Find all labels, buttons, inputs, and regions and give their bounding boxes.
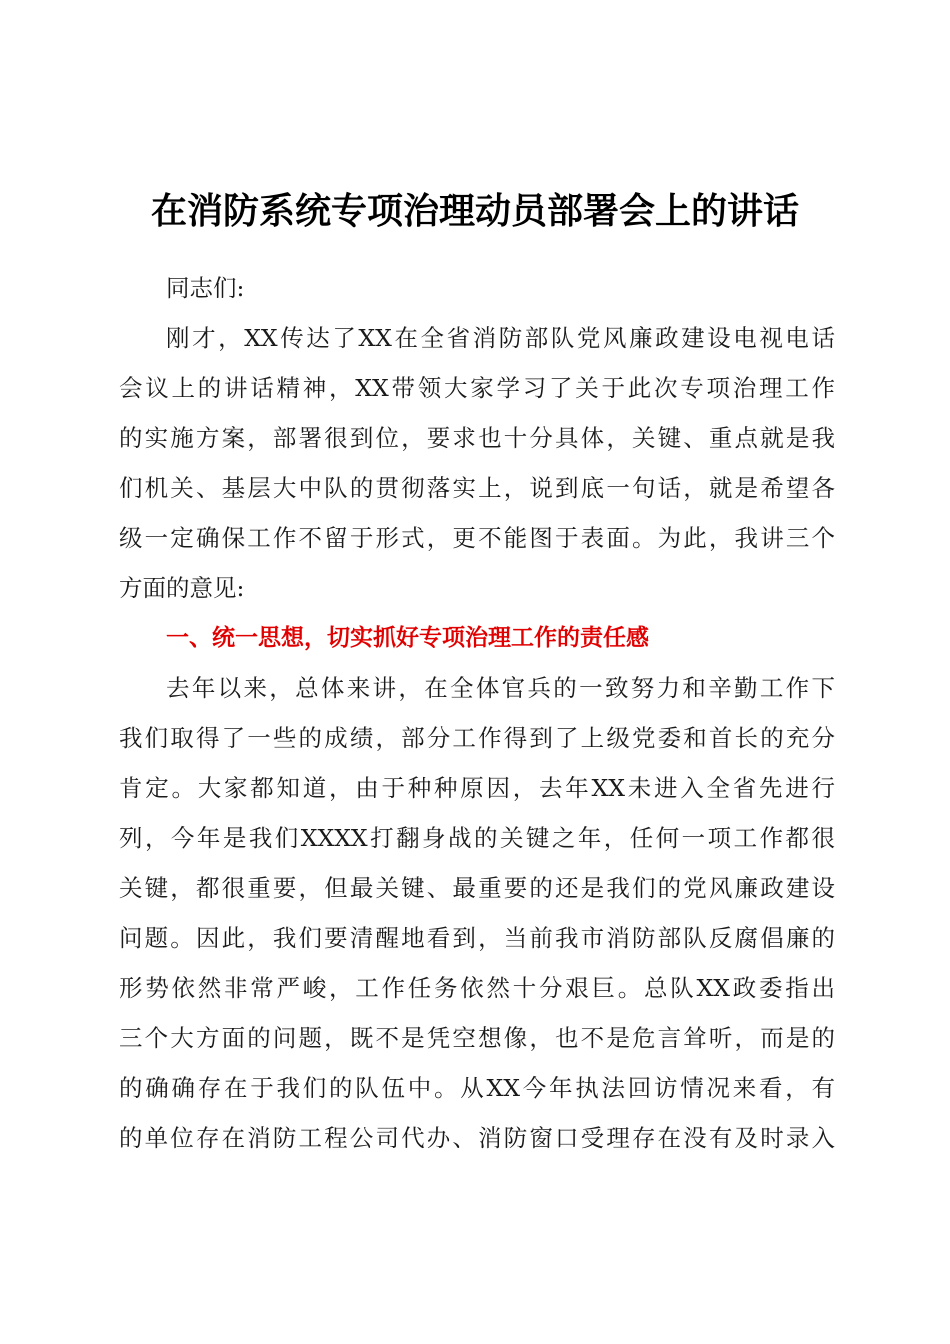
paragraph-line: 刚才，XX传达了XX在全省消防部队党风廉政建设电视电话 — [166, 324, 835, 352]
paragraph-line: 级一定确保工作不留于形式，更不能图于表面。为此，我讲三个 — [119, 524, 835, 552]
paragraph-line: 们机关、基层大中队的贯彻落实上，说到底一句话，就是希望各 — [119, 474, 835, 502]
paragraph-line: 肯定。大家都知道，由于种种原因，去年XX未进入全省先进行 — [119, 774, 835, 802]
paragraph-line: 方面的意见: — [119, 574, 245, 602]
paragraph-line: 我们取得了一些的成绩，部分工作得到了上级党委和首长的充分 — [119, 724, 835, 752]
section-heading: 一、统一思想，切实抓好专项治理工作的责任感 — [166, 625, 649, 651]
document-body — [119, 263, 835, 1152]
paragraph-line: 会议上的讲话精神，XX带领大家学习了关于此次专项治理工作 — [119, 374, 835, 402]
paragraph-line: 问题。因此，我们要清醒地看到，当前我市消防部队反腐倡廉的 — [119, 924, 835, 952]
document-title: 在消防系统专项治理动员部署会上的讲话 — [150, 190, 799, 232]
paragraph-line: 的确确存在于我们的队伍中。从XX今年执法回访情况来看，有 — [119, 1074, 835, 1102]
paragraph-line: 形势依然非常严峻，工作任务依然十分艰巨。总队XX政委指出 — [119, 974, 835, 1002]
paragraph-line: 三个大方面的问题，既不是凭空想像，也不是危言耸听，而是的 — [119, 1024, 835, 1052]
paragraph-line: 列，今年是我们XXXX打翻身战的关键之年，任何一项工作都很 — [119, 824, 835, 852]
paragraph-line: 去年以来，总体来讲，在全体官兵的一致努力和辛勤工作下 — [166, 674, 835, 702]
paragraph-line: 的单位存在消防工程公司代办、消防窗口受理存在没有及时录入 — [119, 1124, 835, 1152]
paragraph-line: 的实施方案，部署很到位，要求也十分具体，关键、重点就是我 — [119, 424, 835, 452]
salutation: 同志们: — [166, 274, 245, 302]
paragraph-line: 关键，都很重要，但最关键、最重要的还是我们的党风廉政建设 — [119, 874, 835, 902]
